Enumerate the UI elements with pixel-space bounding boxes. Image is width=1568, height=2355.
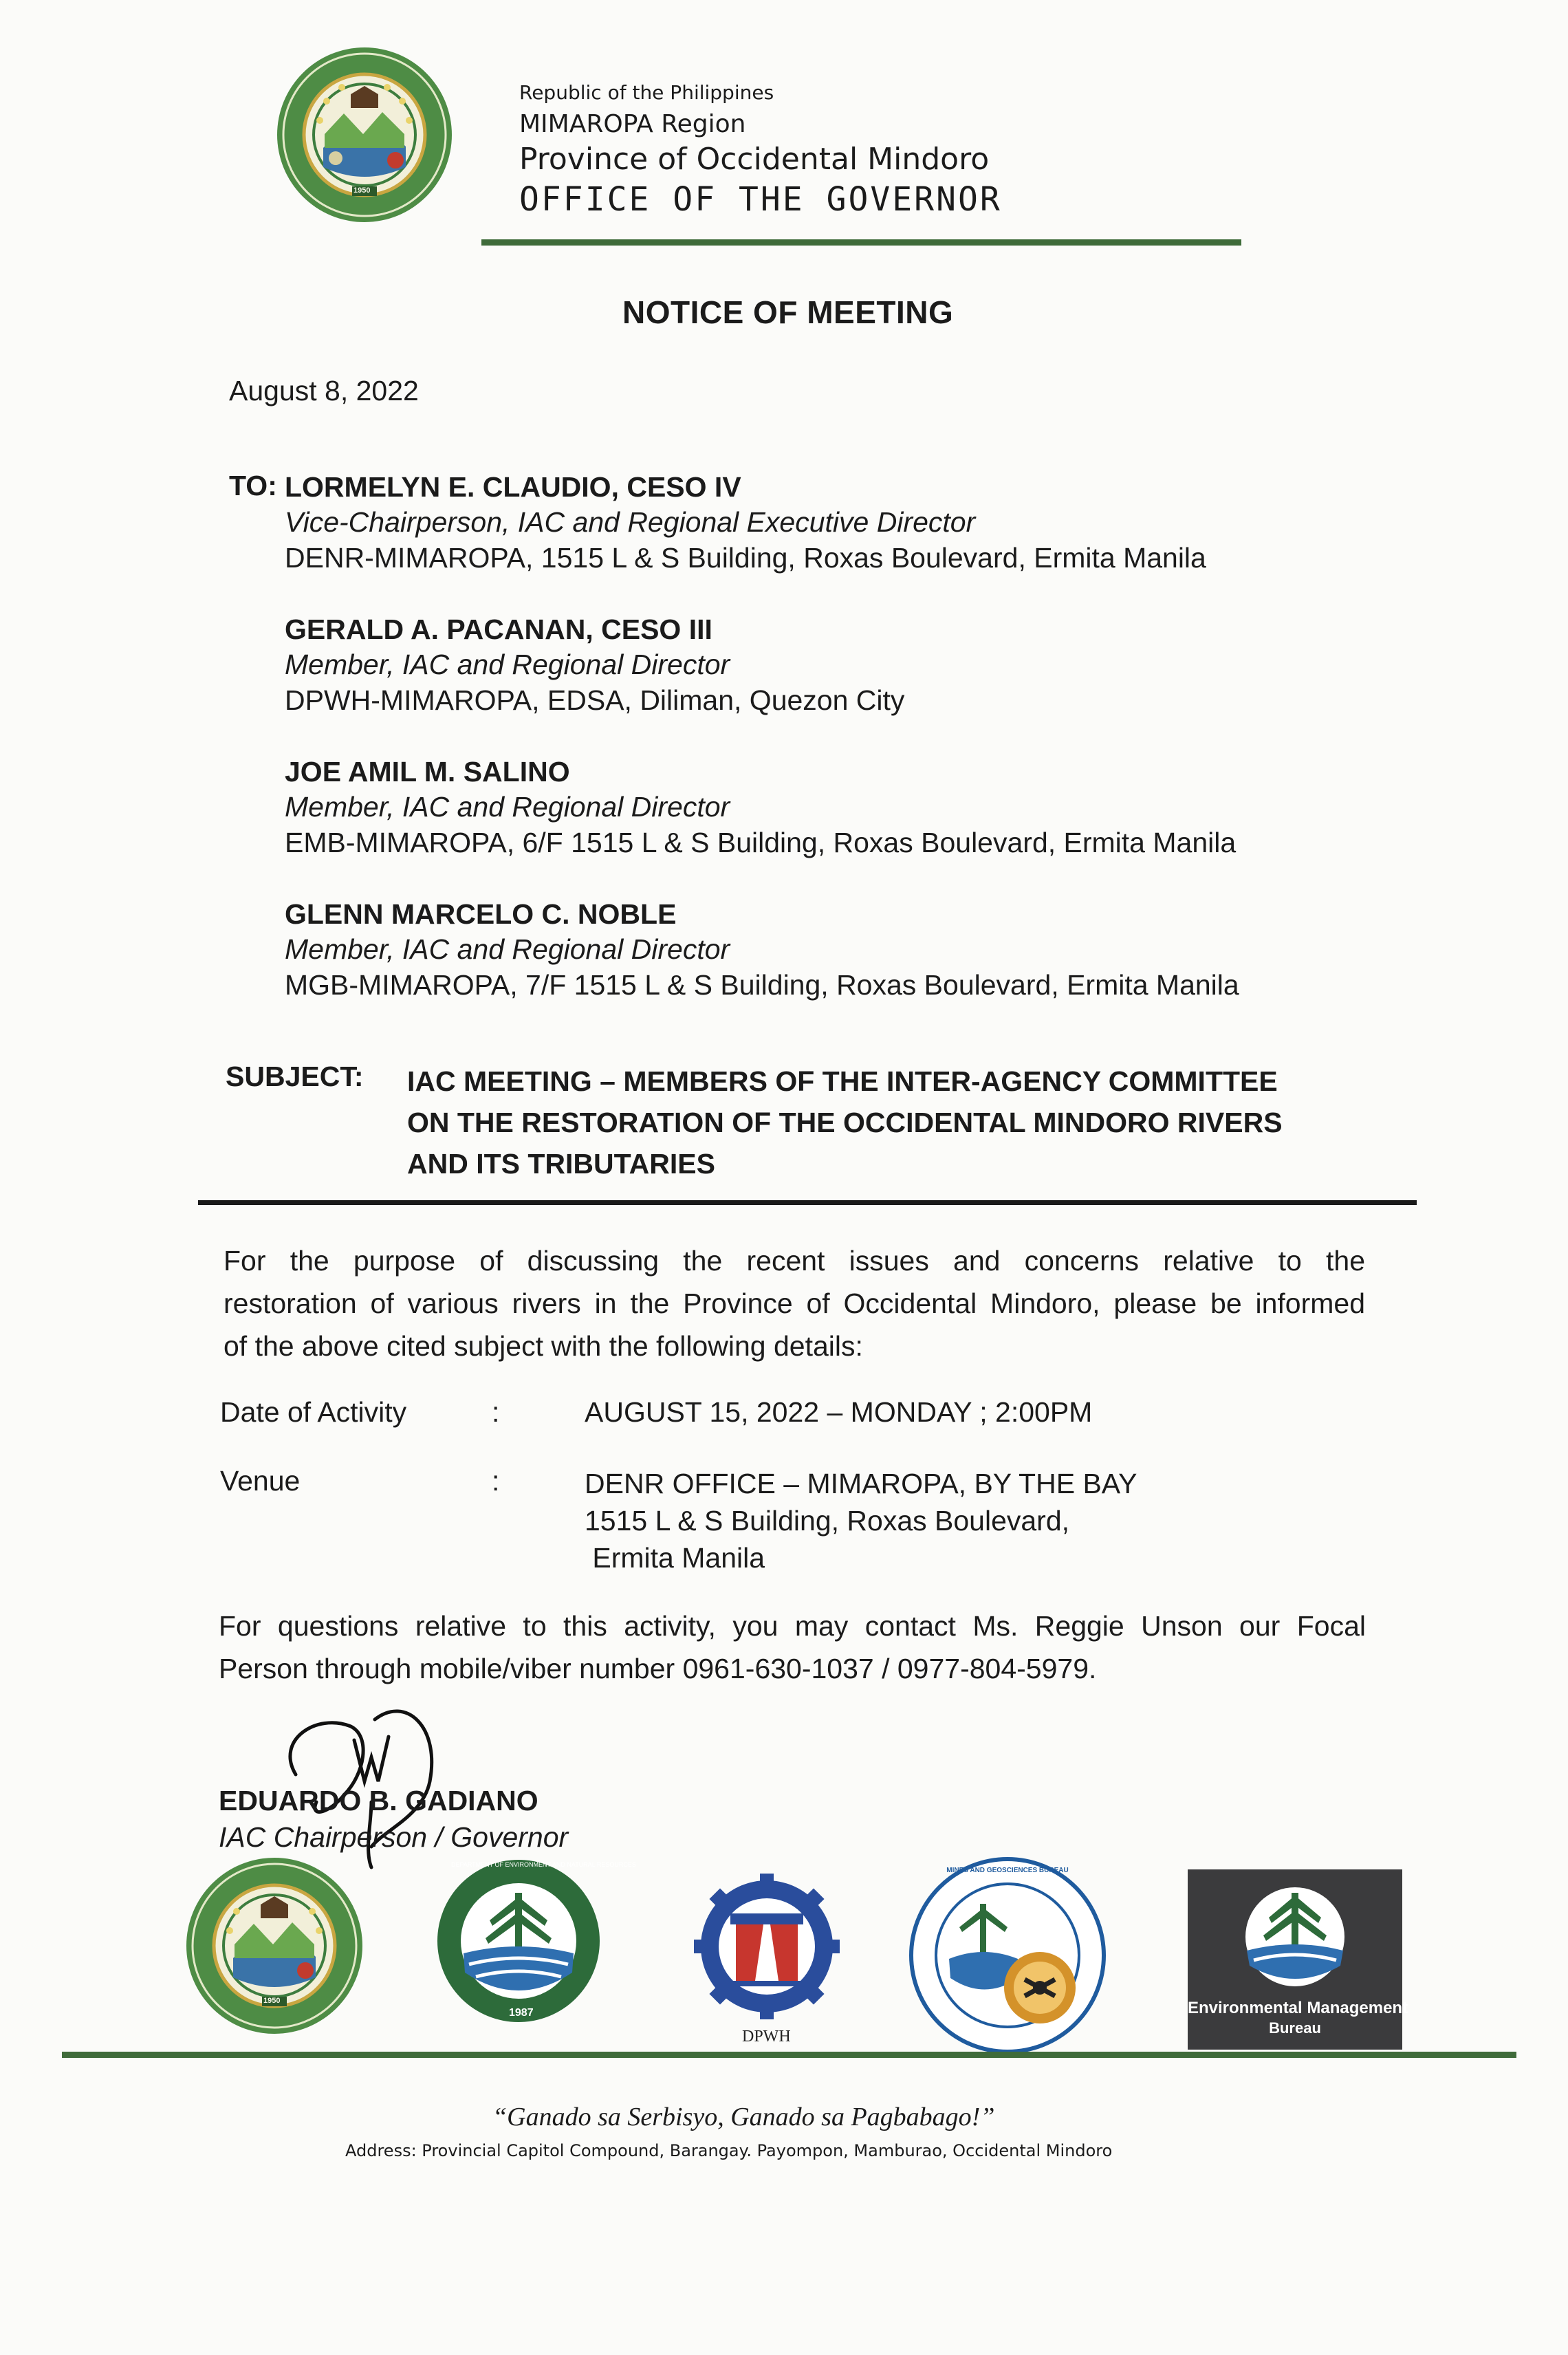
province-seal-header <box>275 45 454 225</box>
office-line: OFFICE OF THE GOVERNOR <box>519 180 1002 219</box>
document-title: NOTICE OF MEETING <box>622 294 954 330</box>
footer-rule <box>62 2052 1516 2058</box>
detail-value-venue <box>585 1465 1137 1576</box>
denr-ring-text: DEPARTMENT OF ENVIRONMENT AND NATURAL RESOURCES <box>451 1861 636 1868</box>
province-line: Province of Occidental Mindoro <box>519 142 990 177</box>
denr-year: 1987 <box>509 2007 534 2019</box>
recipient-block <box>285 470 1206 576</box>
recipient-position: Vice-Chairperson, IAC and Regional Executive Director <box>285 506 976 538</box>
intro-paragraph <box>224 1239 1365 1367</box>
mgb-ring-text: MINES AND GEOSCIENCES BUREAU <box>946 1867 1069 1874</box>
denr-icon <box>435 1857 636 2026</box>
recipient-block <box>285 612 904 718</box>
detail-value-date: AUGUST 15, 2022 – MONDAY ; 2:00PM <box>585 1396 1093 1428</box>
recipient-position: Member, IAC and Regional Director <box>285 933 730 965</box>
dpwh-icon <box>688 1871 846 2022</box>
detail-label-date: Date of Activity <box>220 1396 407 1428</box>
emb-label: Bureau <box>1269 2019 1321 2037</box>
denr-logo <box>435 1857 636 2026</box>
venue-line: DENR OFFICE – MIMAROPA, BY THE BAY <box>585 1468 1137 1499</box>
recipient-position: Member, IAC and Regional Director <box>285 649 730 680</box>
contact-line: Person through mobile/viber number 0961-630-1037 / 0977-804-5979. <box>219 1653 1097 1684</box>
emb-logo <box>1188 1869 1408 2050</box>
recipient-name: GLENN MARCELO C. NOBLE <box>285 898 677 930</box>
detail-label-venue: Venue <box>220 1465 301 1497</box>
province-seal-footer <box>184 1854 364 2038</box>
recipient-block <box>285 897 1239 1003</box>
to-label: TO: <box>229 470 277 501</box>
recipient-block <box>285 755 1236 860</box>
emb-icon <box>1188 1875 1402 1999</box>
venue-line: 1515 L & S Building, Roxas Boulevard, <box>585 1505 1070 1537</box>
footer-motto: “Ganado sa Serbisyo, Ganado sa Pagbabago!” <box>492 2103 995 2131</box>
footer-address: Address: Provincial Capitol Compound, Barangay. Payompon, Mamburao, Occidental Mindoro <box>345 2141 1113 2160</box>
mgb-logo <box>908 1856 1107 2055</box>
recipient-address: DPWH-MIMAROPA, EDSA, Diliman, Quezon City <box>285 684 905 716</box>
subject-line: ON THE RESTORATION OF THE OCCIDENTAL MINDORO RIVERS <box>407 1107 1283 1138</box>
republic-line: Republic of the Philippines <box>519 81 774 104</box>
recipient-name: JOE AMIL M. SALINO <box>285 756 570 788</box>
dpwh-label: DPWH <box>742 2028 791 2045</box>
recipient-address: MGB-MIMAROPA, 7/F 1515 L & S Building, Roxas Boulevard, Ermita Manila <box>285 969 1239 1001</box>
intro-line: of the above cited subject with the following details: <box>224 1330 863 1362</box>
seal-icon <box>275 45 454 225</box>
recipient-address: DENR-MIMAROPA, 1515 L & S Building, Roxas Boulevard, Ermita Manila <box>285 542 1206 574</box>
letter-date: August 8, 2022 <box>229 375 419 406</box>
intro-line: For the purpose of discussing the recent issues and concerns relative to the <box>224 1245 1365 1277</box>
recipient-address: EMB-MIMAROPA, 6/F 1515 L & S Building, Roxas Boulevard, Ermita Manila <box>285 827 1237 858</box>
venue-line: Ermita Manila <box>585 1542 765 1574</box>
detail-colon: : <box>492 1396 500 1428</box>
signatory-title: IAC Chairperson / Governor <box>219 1821 569 1853</box>
subject-rule <box>198 1200 1417 1205</box>
recipient-name: LORMELYN E. CLAUDIO, CESO IV <box>285 471 741 503</box>
seal-year: 1950 <box>353 186 371 195</box>
seal-icon <box>184 1854 364 2038</box>
header-rule <box>481 239 1241 246</box>
intro-line: restoration of various rivers in the Province of Occidental Mindoro, please be informed <box>224 1288 1365 1319</box>
recipient-name: GERALD A. PACANAN, CESO III <box>285 614 712 645</box>
mgb-icon <box>908 1856 1107 2055</box>
region-line: MIMAROPA Region <box>519 110 746 138</box>
recipient-position: Member, IAC and Regional Director <box>285 791 730 823</box>
subject-text <box>407 1061 1283 1184</box>
contact-line: For questions relative to this activity, you may contact Ms. Reggie Unson our Focal <box>219 1610 1366 1642</box>
subject-line: IAC MEETING – MEMBERS OF THE INTER-AGENCY COMMITTEE <box>407 1065 1278 1097</box>
emb-label: Environmental Management <box>1188 1999 1408 2017</box>
dpwh-logo <box>688 1871 846 2050</box>
subject-line: AND ITS TRIBUTARIES <box>407 1148 715 1180</box>
subject-label: SUBJECT: <box>226 1061 364 1092</box>
seal-year: 1950 <box>263 1997 281 2005</box>
signatory-name: EDUARDO B. GADIANO <box>219 1785 538 1816</box>
contact-paragraph <box>219 1605 1366 1690</box>
detail-colon: : <box>492 1465 500 1497</box>
